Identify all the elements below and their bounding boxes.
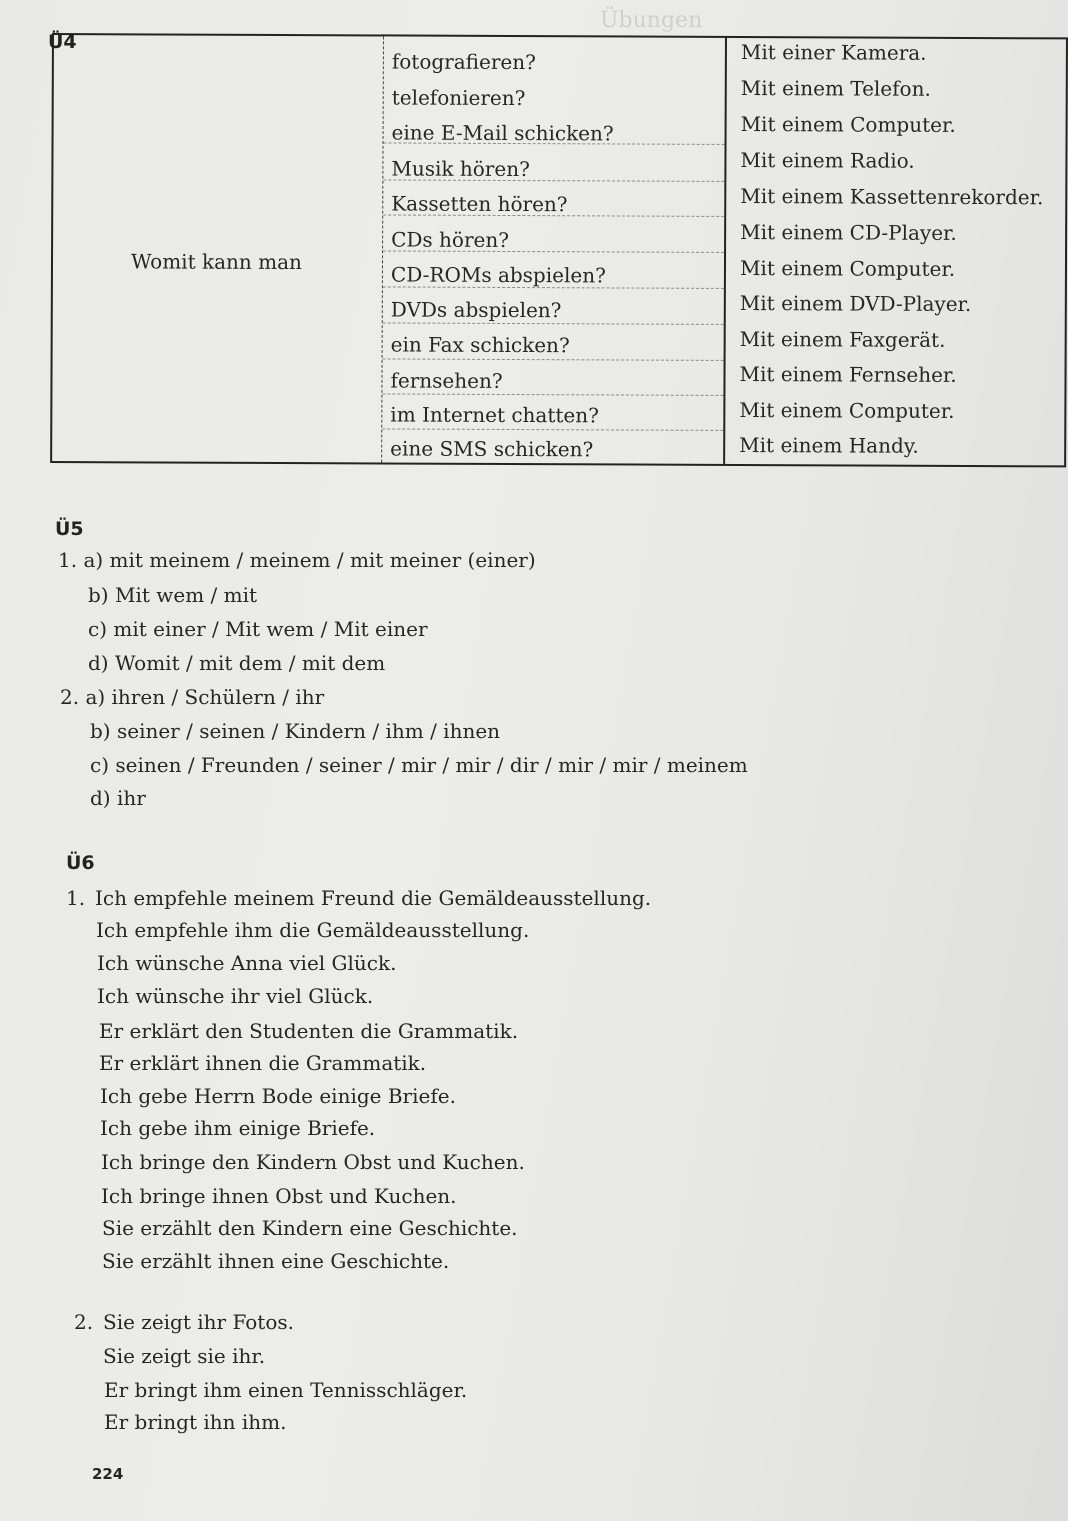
u4-label-column [52, 35, 384, 462]
u5-item: b) seiner / seinen / Kindern / ihm / ihnen [90, 719, 501, 743]
u6-sentence: Ich bringe den Kindern Obst und Kuchen. [101, 1150, 525, 1174]
u4-question: telefonieren? [391, 85, 526, 111]
bleed-through: Übungen [600, 8, 703, 33]
u6-sentence: Ich wünsche ihr viel Glück. [97, 984, 374, 1008]
u6-part2-number: 2. [74, 1310, 94, 1334]
u4-answer: Mit einem Computer. [739, 398, 955, 423]
u6-sentence: Sie erzählt den Kindern eine Geschichte. [102, 1216, 518, 1240]
u6-sentence: Er bringt ihn ihm. [104, 1410, 287, 1434]
u6-sentence: Ich gebe ihm einige Briefe. [100, 1116, 376, 1140]
u5-item: d) ihr [90, 786, 146, 810]
u6-sentence: Sie zeigt ihr Fotos. [103, 1310, 294, 1334]
u4-question: CD-ROMs abspielen? [390, 262, 606, 288]
u4-answer: Mit einem Radio. [740, 148, 915, 173]
u4-question: eine E-Mail schicken? [391, 120, 614, 146]
u4-question: im Internet chatten? [390, 402, 599, 428]
u6-part1-number: 1. [66, 886, 86, 910]
u5-item: 1. a) mit meinem / meinem / mit meiner (einer) [58, 548, 536, 572]
u4-row-label: Womit kann man [130, 249, 302, 275]
u4-answer: Mit einem Telefon. [740, 76, 931, 101]
u6-sentence: Er erklärt den Studenten die Grammatik. [99, 1019, 519, 1043]
u4-question: CDs hören? [391, 227, 510, 252]
u5-item: c) mit einer / Mit wem / Mit einer [88, 617, 428, 641]
u4-answer: Mit einem Fernseher. [739, 362, 957, 387]
u4-question: DVDs abspielen? [390, 297, 562, 323]
u4-answer: Mit einem Handy. [739, 433, 919, 458]
page-number: 224 [92, 1465, 124, 1483]
u4-answer: Mit einem CD-Player. [740, 220, 957, 245]
u4-answer: Mit einem DVD-Player. [739, 291, 972, 317]
u5-heading: Ü5 [55, 518, 84, 540]
u6-sentence: Ich wünsche Anna viel Glück. [97, 951, 397, 975]
u4-answer: Mit einem Kassettenrekorder. [740, 184, 1044, 210]
u4-question: Kassetten hören? [391, 191, 568, 217]
u5-item: d) Womit / mit dem / mit dem [88, 651, 386, 675]
u5-item: b) Mit wem / mit [88, 583, 258, 607]
u5-item: c) seinen / Freunden / seiner / mir / mir / dir / mir / mir / meinem [90, 753, 748, 777]
u4-heading: Ü4 [48, 31, 77, 53]
u4-answer: Mit einem Faxgerät. [739, 327, 946, 352]
u6-sentence: Er bringt ihm einen Tennisschläger. [104, 1378, 468, 1402]
u4-question: Musik hören? [391, 156, 530, 182]
u6-sentence: Er erklärt ihnen die Grammatik. [99, 1051, 427, 1075]
u4-table [50, 33, 1068, 467]
u4-answer: Mit einer Kamera. [740, 40, 927, 65]
u5-item: 2. a) ihren / Schülern / ihr [60, 685, 325, 709]
u6-sentence: Ich bringe ihnen Obst und Kuchen. [101, 1184, 457, 1208]
u4-answer: Mit einem Computer. [739, 256, 956, 281]
u6-sentence: Ich empfehle meinem Freund die Gemäldeausstellung. [95, 886, 652, 910]
u6-sentence: Sie zeigt sie ihr. [103, 1344, 266, 1368]
u6-sentence: Ich gebe Herrn Bode einige Briefe. [100, 1084, 456, 1108]
u4-question: ein Fax schicken? [390, 332, 570, 358]
u4-answer-column [725, 38, 1066, 465]
u4-question: fernsehen? [390, 368, 503, 393]
u4-question-column [382, 36, 727, 463]
u4-answer: Mit einem Computer. [740, 112, 956, 137]
u4-question: eine SMS schicken? [390, 436, 594, 462]
u6-sentence: Sie erzählt ihnen eine Geschichte. [102, 1249, 450, 1273]
u4-question: fotografieren? [391, 49, 536, 75]
u6-sentence: Ich empfehle ihm die Gemäldeausstellung. [96, 918, 530, 942]
u6-heading: Ü6 [66, 852, 95, 874]
